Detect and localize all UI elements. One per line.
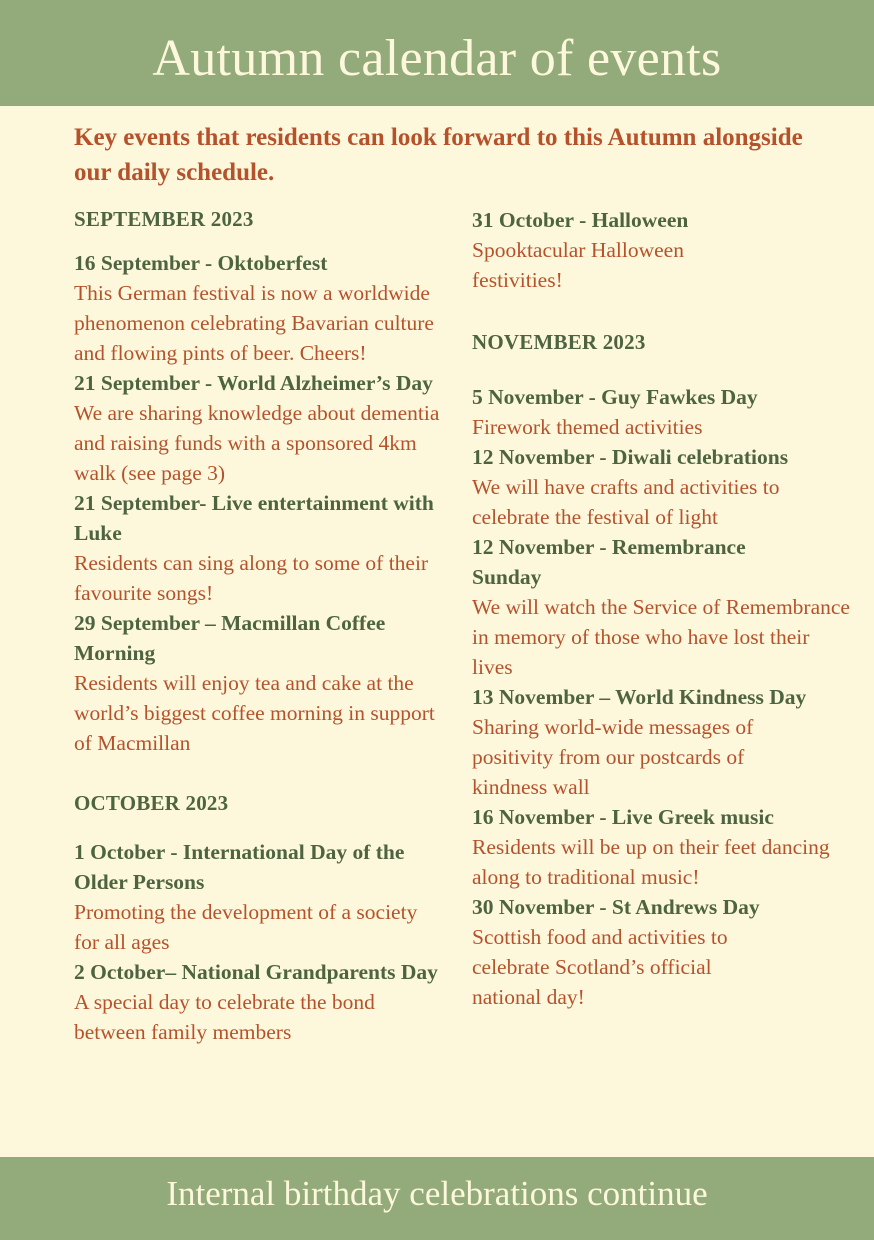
event-description: A special day to celebrate the bond between family members [74,990,375,1044]
month-heading-september: SEPTEMBER 2023 [74,207,254,231]
event-description: Scottish food and activities to celebrate Scotland’s official national day! [472,925,728,1009]
event-description: This German festival is now a worldwide phenomenon celebrating Bavarian culture and flowing pints of beer. Cheers! [74,281,434,365]
event-description: Residents will enjoy tea and cake at the world’s biggest coffee morning in support of Macmillan [74,671,435,755]
event-title: 12 November - Diwali celebrations [472,445,789,469]
event-title: 16 September - Oktoberfest [74,251,328,275]
event-description: Residents will be up on their feet dancing along to traditional music! [472,835,830,889]
intro-text: Key events that residents can look forward to this Autumn alongside our daily schedule. [74,124,803,186]
footer-text: Internal birthday celebrations continue [166,1174,708,1213]
event-description: Spooktacular Halloween festivities! [472,238,684,292]
event-title: 5 November - Guy Fawkes Day [472,385,758,409]
event-description: Residents can sing along to some of their favourite songs! [74,551,429,605]
right-column [472,202,852,1012]
event-title: 16 November - Live Greek music [472,805,774,829]
event-description: We will have crafts and activities to celebrate the festival of light [472,475,780,529]
event-title: 21 September - World Alzheimer’s Day [74,371,433,395]
event-description: Promoting the development of a society for all ages [74,900,418,954]
event-title: 2 October– National Grandparents Day [74,960,438,984]
event-description: Sharing world-wide messages of positivity from our postcards of kindness wall [472,715,754,799]
header-banner [0,0,874,106]
page-title: Autumn calendar of events [152,30,722,87]
event-title: 12 November - Remembrance Sunday [472,535,746,589]
footer-banner [0,1157,874,1240]
event-title: 30 November - St Andrews Day [472,895,760,919]
event-title: 31 October - Halloween [472,208,689,232]
event-title: 21 September- Live entertainment with Luke [74,491,434,545]
event-title: 29 September – Macmillan Coffee Morning [74,611,386,665]
month-heading-november: NOVEMBER 2023 [472,330,646,354]
left-column [74,202,444,1047]
event-title: 1 October - International Day of the Older Persons [74,840,405,894]
event-description: Firework themed activities [472,415,703,439]
event-title: 13 November – World Kindness Day [472,685,807,709]
event-description: We will watch the Service of Remembrance in memory of those who have lost their lives [472,595,850,679]
month-heading-october: OCTOBER 2023 [74,791,229,815]
event-description: We are sharing knowledge about dementia and raising funds with a sponsored 4km walk (see page 3) [74,401,440,485]
